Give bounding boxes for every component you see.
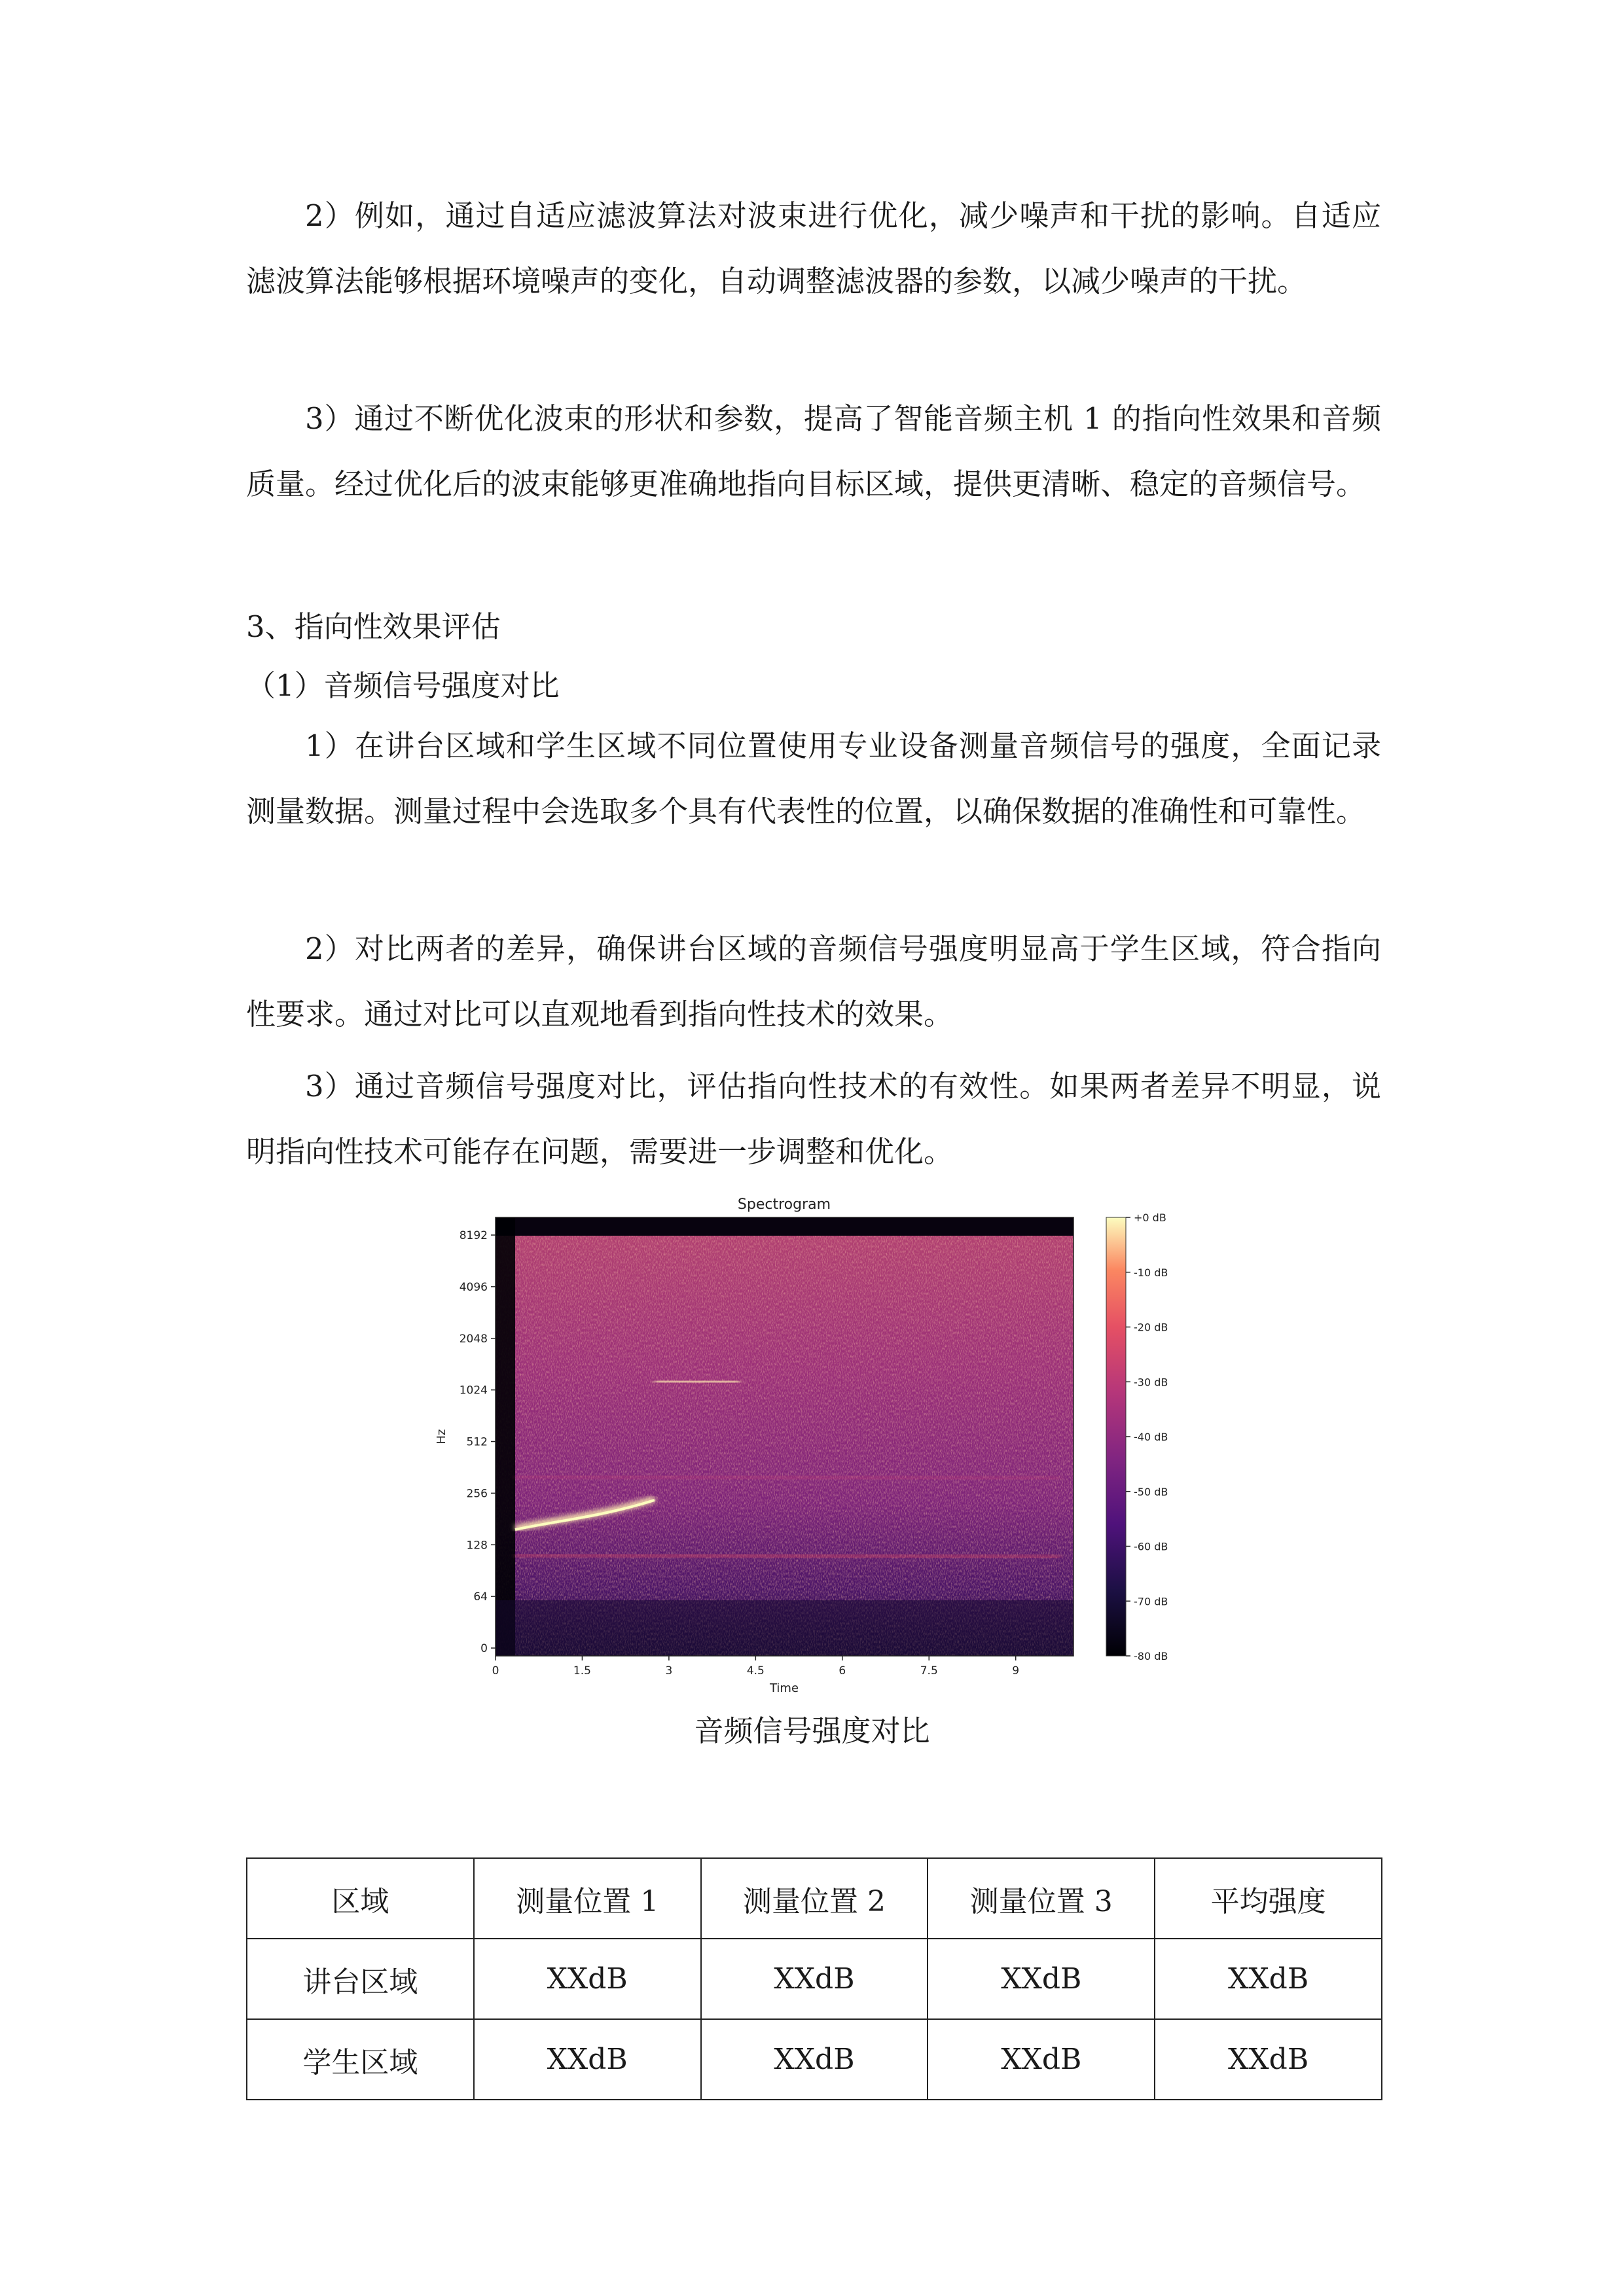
y-axis-label: Hz <box>435 1429 448 1444</box>
subsection-heading-signal-strength: （1）音频信号强度对比 <box>246 668 560 703</box>
table-cell: XXdB <box>474 2019 701 2100</box>
colorbar <box>1106 1211 1168 1662</box>
table-header-cell: 测量位置 2 <box>701 1858 928 1939</box>
y-tick-label: 64 <box>473 1590 488 1604</box>
colorbar-tick-label: -40 dB <box>1134 1431 1168 1443</box>
table-cell: XXdB <box>1155 1939 1382 2019</box>
x-tick-label: 9 <box>1012 1664 1020 1677</box>
table-header-cell: 测量位置 1 <box>474 1858 701 1939</box>
x-tick-label: 6 <box>839 1664 846 1677</box>
x-axis-label: Time <box>769 1681 799 1695</box>
table-cell: XXdB <box>474 1939 701 2019</box>
y-tick-label: 128 <box>466 1539 488 1552</box>
y-tick-label: 2048 <box>459 1332 488 1346</box>
table-cell: 讲台区域 <box>247 1939 474 2019</box>
table-cell: XXdB <box>701 1939 928 2019</box>
x-axis <box>492 1656 1020 1677</box>
paragraph-measurement: 1）在讲台区域和学生区域不同位置使用专业设备测量音频信号的强度，全面记录测量数据。测量过程中会选取多个具有代表性的位置，以确保数据的准确性和可靠性。 <box>246 728 1381 829</box>
y-tick-label: 8192 <box>459 1229 488 1242</box>
spectrogram-figure <box>432 1188 1204 1705</box>
colorbar-tick-label: -60 dB <box>1134 1540 1168 1553</box>
table-header-row <box>247 1858 1382 1939</box>
colorbar-tick-label: -10 dB <box>1134 1266 1168 1279</box>
spectrogram-plot-area <box>496 1217 1074 1656</box>
colorbar-tick-label: -50 dB <box>1134 1485 1168 1498</box>
table-cell: XXdB <box>928 2019 1155 2100</box>
signal-strength-table <box>246 1857 1382 2100</box>
colorbar-tick-label: -20 dB <box>1134 1321 1168 1334</box>
chart-title: Spectrogram <box>737 1196 831 1213</box>
table-cell: XXdB <box>701 2019 928 2100</box>
colorbar-tick-label: -70 dB <box>1134 1595 1168 1608</box>
table-cell: XXdB <box>1155 2019 1382 2100</box>
y-tick-label: 512 <box>466 1435 488 1449</box>
paragraph-adaptive-filtering: 2）例如，通过自适应滤波算法对波束进行优化，减少噪声和干扰的影响。自适应滤波算法能够根据环境噪声的变化，自动调整滤波器的参数，以减少噪声的干扰。 <box>246 198 1381 298</box>
colorbar-tick-label: +0 dB <box>1134 1211 1166 1224</box>
y-tick-label: 1024 <box>459 1384 488 1397</box>
y-tick-label: 0 <box>480 1642 488 1655</box>
table-row <box>247 2019 1382 2100</box>
table-header-cell: 平均强度 <box>1155 1858 1382 1939</box>
paragraph-beam-optimization: 3）通过不断优化波束的形状和参数，提高了智能音频主机 1 的指向性效果和音频质量。经过优化后的波束能够更准确地指向目标区域，提供更清晰、稳定的音频信号。 <box>246 401 1381 501</box>
x-tick-label: 3 <box>665 1664 673 1677</box>
colorbar-tick-label: -30 dB <box>1134 1376 1168 1389</box>
paragraph-evaluation: 3）通过音频信号强度对比，评估指向性技术的有效性。如果两者差异不明显，说明指向性技术可能存在问题，需要进一步调整和优化。 <box>246 1069 1381 1169</box>
y-axis <box>460 1229 496 1655</box>
section-heading-directivity-evaluation: 3、指向性效果评估 <box>246 609 501 644</box>
x-tick-label: 1.5 <box>573 1664 591 1677</box>
y-tick-label: 256 <box>466 1487 488 1501</box>
table-header-cell: 测量位置 3 <box>928 1858 1155 1939</box>
table-cell: XXdB <box>928 1939 1155 2019</box>
paragraph-comparison: 2）对比两者的差异，确保讲台区域的音频信号强度明显高于学生区域，符合指向性要求。通过对比可以直观地看到指向性技术的效果。 <box>246 931 1381 1031</box>
table-cell: 学生区域 <box>247 2019 474 2100</box>
table-header-cell: 区域 <box>247 1858 474 1939</box>
table-row <box>247 1939 1382 2019</box>
x-tick-label: 0 <box>492 1664 499 1677</box>
figure-caption: 音频信号强度对比 <box>694 1713 930 1748</box>
colorbar-tick-label: -80 dB <box>1134 1650 1168 1662</box>
y-tick-label: 4096 <box>459 1280 488 1294</box>
x-tick-label: 7.5 <box>920 1664 938 1677</box>
x-tick-label: 4.5 <box>746 1664 765 1677</box>
